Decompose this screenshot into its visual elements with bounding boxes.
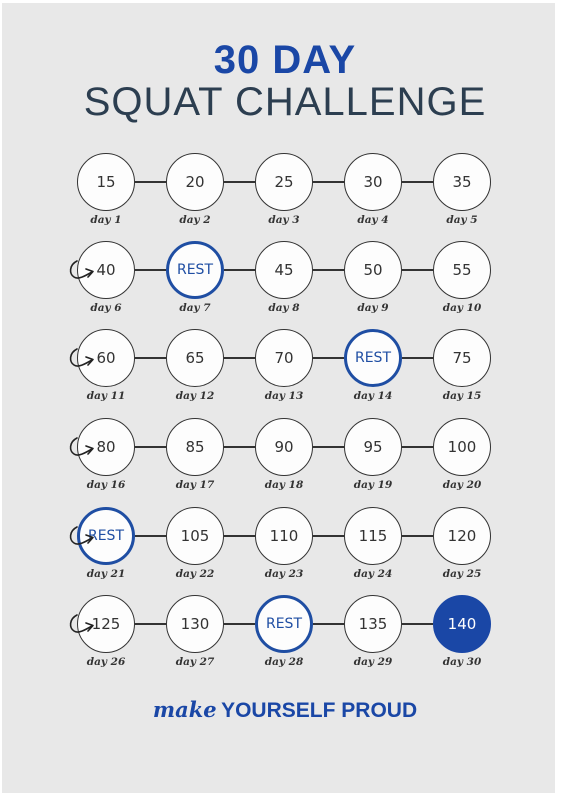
day-circle: 40 [77,241,135,299]
connector-line [313,269,344,271]
day-circle: REST [255,595,313,653]
day-label: day 30 [442,656,482,668]
connector-line [135,446,166,448]
day-circle: 95 [344,418,402,476]
connector-line [135,181,166,183]
day-label: day 4 [357,214,389,226]
day-circle: 65 [166,329,224,387]
day-circle: 50 [344,241,402,299]
day-circle: 20 [166,153,224,211]
connector-line [135,357,166,359]
day-label: day 24 [353,568,393,580]
day-circle: REST [344,329,402,387]
connector-line [224,269,255,271]
connector-line [224,623,255,625]
day-circle: 80 [77,418,135,476]
day-label: day 12 [175,390,215,402]
day-circle: 70 [255,329,313,387]
day-circle: 35 [433,153,491,211]
day-circle: 60 [77,329,135,387]
connector-line [224,535,255,537]
day-circle: 125 [77,595,135,653]
day-label: day 15 [442,390,482,402]
day-circle: 115 [344,507,402,565]
day-label: day 1 [90,214,122,226]
day-circle: 90 [255,418,313,476]
day-label: day 13 [264,390,304,402]
day-circle: 45 [255,241,313,299]
connector-line [224,181,255,183]
row-return-arrow-icon [68,526,100,552]
row-return-arrow-icon [68,260,100,286]
day-circle: 55 [433,241,491,299]
day-circle: REST [77,507,135,565]
footer-slogan [0,697,570,723]
day-circle: REST [166,241,224,299]
connector-line [313,446,344,448]
connector-line [135,535,166,537]
day-label: day 19 [353,479,393,491]
connector-line [224,357,255,359]
day-label: day 9 [357,302,389,314]
day-circle: 130 [166,595,224,653]
day-label: day 2 [179,214,211,226]
row-return-arrow-icon [68,348,100,374]
title-challenge: SQUAT CHALLENGE [83,80,487,124]
connector-line [402,623,433,625]
day-circle: 25 [255,153,313,211]
day-circle: 75 [433,329,491,387]
connector-line [135,623,166,625]
connector-line [224,446,255,448]
day-label: day 26 [86,656,126,668]
day-circle: 100 [433,418,491,476]
day-circle: 105 [166,507,224,565]
day-circle: 110 [255,507,313,565]
connector-line [313,357,344,359]
connector-line [313,623,344,625]
day-label: day 8 [268,302,300,314]
connector-line [402,535,433,537]
day-label: day 18 [264,479,304,491]
day-label: day 14 [353,390,393,402]
day-label: day 28 [264,656,304,668]
connector-line [135,269,166,271]
day-circle: 85 [166,418,224,476]
connector-line [313,181,344,183]
connector-line [402,446,433,448]
row-return-arrow-icon [68,614,100,640]
day-label: day 29 [353,656,393,668]
day-circle: 140 [433,595,491,653]
day-label: day 11 [86,390,126,402]
connector-line [402,269,433,271]
day-label: day 21 [86,568,126,580]
day-label: day 25 [442,568,482,580]
footer-yourself-proud: YOURSELF PROUD [221,699,418,722]
day-circle: 30 [344,153,402,211]
day-label: day 5 [446,214,478,226]
day-circle: 135 [344,595,402,653]
day-label: day 23 [264,568,304,580]
day-label: day 7 [179,302,211,314]
connector-line [402,181,433,183]
day-label: day 17 [175,479,215,491]
title-days: 30 DAY [213,38,357,82]
day-label: day 10 [442,302,482,314]
day-label: day 3 [268,214,300,226]
day-circle: 120 [433,507,491,565]
day-label: day 20 [442,479,482,491]
day-label: day 16 [86,479,126,491]
day-label: day 6 [90,302,122,314]
connector-line [313,535,344,537]
day-label: day 22 [175,568,215,580]
row-return-arrow-icon [68,437,100,463]
connector-line [402,357,433,359]
day-circle: 15 [77,153,135,211]
day-label: day 27 [175,656,215,668]
footer-make: make [152,697,217,722]
